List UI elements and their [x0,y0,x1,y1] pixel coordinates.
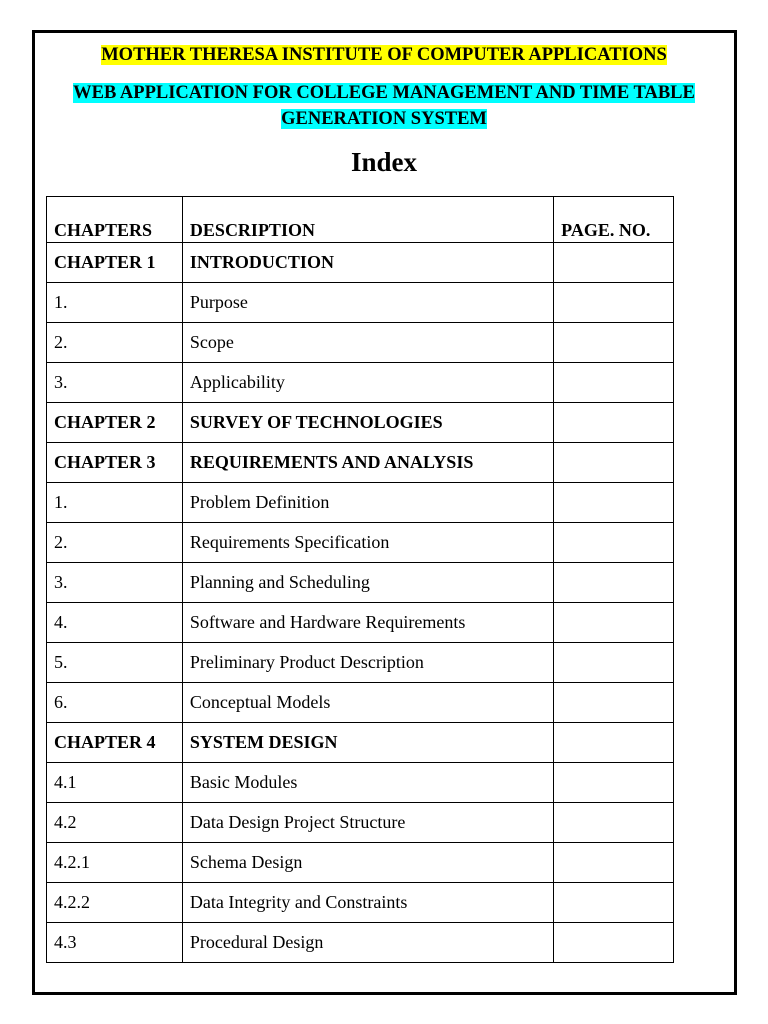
page-number-cell [554,523,674,563]
chapter-number-cell: 3. [47,363,183,403]
chapter-number-cell: 4.3 [47,923,183,963]
chapter-number-cell: CHAPTER 4 [47,723,183,763]
description-cell: SURVEY OF TECHNOLOGIES [182,403,553,443]
table-row [47,283,674,323]
project-title [60,80,708,132]
table-row [47,243,674,283]
description-cell: REQUIREMENTS AND ANALYSIS [182,443,553,483]
table-body [47,243,674,963]
table-row [47,363,674,403]
table-row [47,443,674,483]
page-number-cell [554,723,674,763]
description-cell: Software and Hardware Requirements [182,603,553,643]
chapter-number-cell: 6. [47,683,183,723]
institute-name-text: MOTHER THERESA INSTITUTE OF COMPUTER APPLICATIONS [101,45,667,65]
column-header-chapters: CHAPTERS [47,197,183,243]
table-row [47,643,674,683]
page-number-cell [554,923,674,963]
chapter-number-cell: 2. [47,523,183,563]
table-row [47,323,674,363]
chapter-number-cell: 4.1 [47,763,183,803]
table-row [47,723,674,763]
description-cell: Preliminary Product Description [182,643,553,683]
table-row [47,803,674,843]
page-number-cell [554,283,674,323]
description-cell: Basic Modules [182,763,553,803]
table-row [47,603,674,643]
table-row [47,563,674,603]
description-cell: INTRODUCTION [182,243,553,283]
chapter-number-cell: CHAPTER 2 [47,403,183,443]
page-number-cell [554,643,674,683]
project-title-text: WEB APPLICATION FOR COLLEGE MANAGEMENT AND TIME TABLE GENERATION SYSTEM [73,83,695,129]
index-table [46,196,674,963]
page-number-cell [554,483,674,523]
description-cell: Data Integrity and Constraints [182,883,553,923]
page-number-cell [554,443,674,483]
page-number-cell [554,243,674,283]
chapter-number-cell: CHAPTER 3 [47,443,183,483]
table-row [47,923,674,963]
description-cell: Purpose [182,283,553,323]
description-cell: Conceptual Models [182,683,553,723]
page-number-cell [554,683,674,723]
page-number-cell [554,843,674,883]
description-cell: Data Design Project Structure [182,803,553,843]
page-number-cell [554,403,674,443]
column-header-page-no: PAGE. NO. [554,197,674,243]
description-cell: Procedural Design [182,923,553,963]
chapter-number-cell: 3. [47,563,183,603]
page-number-cell [554,883,674,923]
chapter-number-cell: 4.2.1 [47,843,183,883]
page-number-cell [554,323,674,363]
chapter-number-cell: 5. [47,643,183,683]
page-number-cell [554,363,674,403]
table-header-row [47,197,674,243]
chapter-number-cell: 4.2.2 [47,883,183,923]
institute-name [0,42,768,68]
description-cell: Applicability [182,363,553,403]
page-number-cell [554,803,674,843]
table-row [47,483,674,523]
description-cell: Planning and Scheduling [182,563,553,603]
table-row [47,683,674,723]
table-row [47,843,674,883]
chapter-number-cell: 4.2 [47,803,183,843]
table-row [47,523,674,563]
description-cell: Schema Design [182,843,553,883]
index-title: Index [350,147,418,177]
page-number-cell [554,563,674,603]
table-row [47,403,674,443]
chapter-number-cell: 1. [47,483,183,523]
table-row [47,763,674,803]
table-row [47,883,674,923]
description-cell: SYSTEM DESIGN [182,723,553,763]
page-number-cell [554,603,674,643]
description-cell: Problem Definition [182,483,553,523]
chapter-number-cell: 4. [47,603,183,643]
page-number-cell [554,763,674,803]
chapter-number-cell: 2. [47,323,183,363]
column-header-description: DESCRIPTION [182,197,553,243]
chapter-number-cell: CHAPTER 1 [47,243,183,283]
chapter-number-cell: 1. [47,283,183,323]
description-cell: Requirements Specification [182,523,553,563]
description-cell: Scope [182,323,553,363]
